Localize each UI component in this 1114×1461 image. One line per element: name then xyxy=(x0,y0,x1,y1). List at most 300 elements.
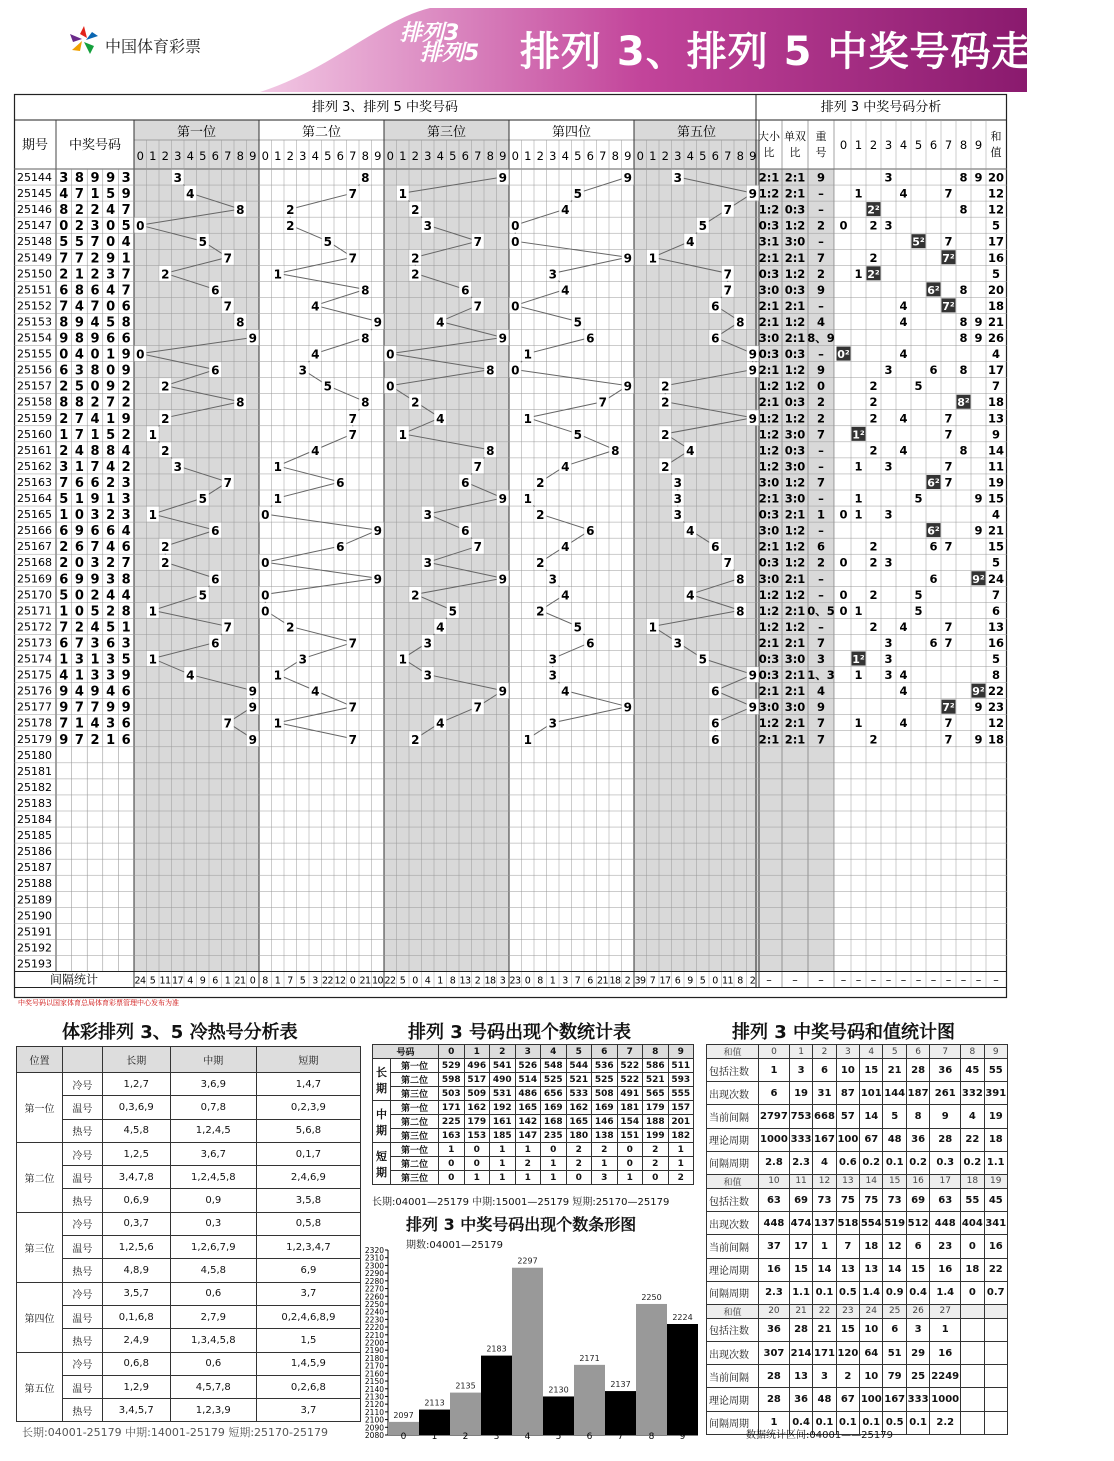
num-count-cell: 533 xyxy=(566,1087,592,1101)
sum-stats-head: 2 xyxy=(813,1045,836,1059)
trend-mark: 2 xyxy=(161,379,170,394)
win-digit: 3 xyxy=(90,668,100,684)
win-digit: 0 xyxy=(59,219,69,235)
sum-value: 5 xyxy=(991,652,1001,666)
trend-mark: 5 xyxy=(323,235,332,250)
sum-value: 21 xyxy=(987,314,1005,329)
win-digit: 0 xyxy=(90,347,100,363)
trend-mark: 5 xyxy=(573,315,582,330)
sum-stats-cell: 13 xyxy=(860,1258,883,1281)
analysis-digit-head: 8 xyxy=(959,138,968,152)
sum-stats-cell: 0.7 xyxy=(984,1281,1007,1304)
digit-mark: 7 xyxy=(944,539,953,554)
analysis-digit-head: 3 xyxy=(884,138,893,152)
trend-mark: 1 xyxy=(398,652,407,667)
sum-value: 7 xyxy=(991,379,1001,394)
win-digit: 0 xyxy=(59,347,69,363)
interval-value: 3 xyxy=(562,975,569,987)
trend-mark: 4 xyxy=(561,540,570,555)
digit-mark: 3 xyxy=(884,507,893,522)
sum-stats-cell: 404 xyxy=(961,1212,984,1235)
interval-value: 3 xyxy=(312,975,319,987)
issue-number: 25155 xyxy=(17,347,52,361)
trend-mark: 4 xyxy=(686,235,695,250)
win-digit: 1 xyxy=(74,459,84,475)
win-digit: 8 xyxy=(59,203,69,219)
analysis-head: 大小 xyxy=(758,130,780,143)
digit-mark: 4 xyxy=(899,716,908,731)
pair-mark: 6² xyxy=(927,283,940,297)
digit-mark: 2 xyxy=(869,587,878,602)
position-label: 第五位 xyxy=(676,125,717,140)
sum-stats-cell xyxy=(984,1411,1007,1434)
num-count-cell: 1 xyxy=(490,1157,516,1171)
win-digit: 2 xyxy=(106,604,116,620)
trend-mark: 9 xyxy=(498,492,507,507)
issue-number: 25190 xyxy=(17,909,52,923)
win-digit: 9 xyxy=(90,331,100,347)
y-tick-label: 2270 xyxy=(364,1284,384,1294)
odd-even-ratio: 0:3 xyxy=(784,347,806,362)
digit-head: 0 xyxy=(261,149,269,163)
left-title: 排列 3、排列 5 中奖号码 xyxy=(312,100,458,115)
issue-number: 25162 xyxy=(17,459,52,473)
interval-value: 4 xyxy=(187,975,194,987)
odd-even-ratio: 2:1 xyxy=(784,635,806,650)
cold-hot-cell: 3,5,7 xyxy=(102,1282,170,1305)
bar-chart xyxy=(360,1245,700,1440)
sum-stats-cell: 48 xyxy=(883,1128,906,1151)
trend-mark: 8 xyxy=(361,331,370,346)
sum-stats-cell: 307 xyxy=(759,1342,790,1365)
bar-value-label: 2297 xyxy=(517,1256,538,1266)
trend-mark: 5 xyxy=(198,588,207,603)
notice-text: 中奖号码以国家体育总局体育彩票管理中心发布为准 xyxy=(18,999,179,1007)
sum-stats-cell: 14 xyxy=(883,1258,906,1281)
interval-value: 3 xyxy=(499,975,506,987)
num-count-cell: 541 xyxy=(490,1059,516,1073)
win-digit: 7 xyxy=(74,700,84,716)
trend-mark: 2 xyxy=(661,395,670,410)
win-digit: 5 xyxy=(59,588,69,604)
analysis-head: 重 xyxy=(815,130,827,143)
win-digit: 7 xyxy=(90,700,100,716)
sum-stats-cell: 出现次数 xyxy=(707,1212,759,1235)
sum-value: 4 xyxy=(991,507,1001,522)
size-ratio: 1:2 xyxy=(758,619,780,634)
sum-stats-cell: 5 xyxy=(883,1105,906,1128)
sum-stats-cell: 2797 xyxy=(759,1105,790,1128)
num-count-cell: 1 xyxy=(515,1171,541,1185)
repeat-number: 6 xyxy=(816,539,826,554)
trend-mark: 6 xyxy=(586,636,595,651)
interval-value: 7 xyxy=(287,975,294,987)
digit-mark: 0 xyxy=(839,218,848,233)
win-digit: 7 xyxy=(90,235,100,251)
win-digit: 4 xyxy=(90,620,100,636)
num-count-cell: 153 xyxy=(464,1129,490,1143)
repeat-number: 0、5 xyxy=(807,603,835,618)
win-digit: 4 xyxy=(121,524,131,540)
repeat-number: 2 xyxy=(816,411,826,426)
trend-mark: 2 xyxy=(286,620,295,635)
num-count-cell: 168 xyxy=(541,1115,567,1129)
cold-hot-cell: 0,6,9 xyxy=(102,1189,170,1212)
sum-stats-cell xyxy=(961,1342,984,1365)
win-digit: 2 xyxy=(90,267,100,283)
digit-head: 7 xyxy=(474,149,482,163)
win-digit: 8 xyxy=(59,395,69,411)
issue-number: 25160 xyxy=(17,427,52,441)
num-count-cell: 第一位 xyxy=(391,1143,439,1157)
digit-mark: 7 xyxy=(944,475,953,490)
sum-stats-cell xyxy=(984,1388,1007,1411)
analysis-digit-head: 2 xyxy=(869,138,878,152)
odd-even-ratio: 1:2 xyxy=(784,539,806,554)
trend-mark: 7 xyxy=(348,732,357,747)
interval-value: 0 xyxy=(349,975,356,987)
win-digit: 2 xyxy=(59,540,69,556)
sum-stats-cell: 当前间隔 xyxy=(707,1365,759,1388)
num-count-digit: 8 xyxy=(643,1045,669,1059)
win-digit: 9 xyxy=(74,315,84,331)
trend-mark: 6 xyxy=(711,732,720,747)
digit-mark: 8 xyxy=(959,363,968,378)
sum-stats-cell: 45 xyxy=(984,1188,1007,1211)
win-digit: 6 xyxy=(106,331,116,347)
interval-value: 21 xyxy=(597,975,609,987)
sum-stats-cell: 55 xyxy=(961,1188,984,1211)
sum-stats-cell: 2.8 xyxy=(759,1151,790,1174)
odd-even-ratio: 1:2 xyxy=(784,523,806,538)
num-count-cell: 199 xyxy=(643,1129,669,1143)
trend-mark: 4 xyxy=(186,668,195,683)
digit-head: 1 xyxy=(149,149,157,163)
win-digit: 5 xyxy=(90,604,100,620)
num-count-cell: 192 xyxy=(490,1101,516,1115)
digit-mark: 8 xyxy=(959,443,968,458)
sum-stats-cell: 14 xyxy=(813,1258,836,1281)
win-digit: 6 xyxy=(90,524,100,540)
issue-number: 25163 xyxy=(17,475,52,489)
digit-mark: 7 xyxy=(944,732,953,747)
win-digit: 8 xyxy=(74,171,84,187)
digit-head: 5 xyxy=(574,149,582,163)
win-digit: 2 xyxy=(74,620,84,636)
win-digit: 9 xyxy=(90,572,100,588)
sum-stats-cell: 16 xyxy=(759,1258,790,1281)
win-digit: 0 xyxy=(74,556,84,572)
win-digit: 5 xyxy=(121,652,131,668)
num-count-cell: 0 xyxy=(464,1143,490,1157)
odd-even-ratio: 2:1 xyxy=(784,186,806,201)
num-count-cell: 第二位 xyxy=(391,1157,439,1171)
digit-mark: 4 xyxy=(899,411,908,426)
sum-stats-cell: 37 xyxy=(759,1235,790,1258)
sum-stats-head: 15 xyxy=(883,1174,906,1188)
num-count-cell: 1 xyxy=(541,1171,567,1185)
win-digit: 2 xyxy=(90,251,100,267)
win-digit: 5 xyxy=(106,315,116,331)
issue-number: 25159 xyxy=(17,411,52,425)
win-digit: 2 xyxy=(121,395,131,411)
win-digit: 3 xyxy=(121,636,131,652)
issue-number: 25187 xyxy=(17,861,52,875)
trend-mark: 2 xyxy=(661,379,670,394)
digit-head: 5 xyxy=(199,149,207,163)
size-ratio: 2:1 xyxy=(758,539,780,554)
num-count-cell: 514 xyxy=(515,1073,541,1087)
win-digit: 1 xyxy=(90,187,100,203)
win-digit: 3 xyxy=(90,636,100,652)
digit-mark: 6 xyxy=(929,539,938,554)
num-count-cell: 565 xyxy=(643,1087,669,1101)
win-digit: 1 xyxy=(59,427,69,443)
repeat-number: – xyxy=(818,347,824,362)
num-count-cell: 1 xyxy=(464,1171,490,1185)
win-digit: 0 xyxy=(74,604,84,620)
digit-head: 2 xyxy=(661,149,669,163)
sum-value: 26 xyxy=(987,331,1005,345)
trend-mark: 6 xyxy=(711,299,720,314)
sum-stats-cell: 2.2 xyxy=(930,1411,961,1434)
trend-mark: 1 xyxy=(398,187,407,202)
issue-number: 25161 xyxy=(17,443,52,457)
trend-mark: 3 xyxy=(673,475,682,490)
sum-stats-head: 24 xyxy=(860,1304,883,1318)
win-digit: 9 xyxy=(90,684,100,700)
num-count-cell: 146 xyxy=(592,1115,618,1129)
win-digit: 1 xyxy=(106,732,116,748)
sum-value: 5 xyxy=(991,555,1001,570)
num-count-cell: 182 xyxy=(668,1129,694,1143)
win-digit: 4 xyxy=(121,588,131,604)
sum-stats-cell: 1.1 xyxy=(789,1281,812,1304)
sum-stats-cell: 0.1 xyxy=(860,1411,883,1434)
num-count-cell: 1 xyxy=(515,1143,541,1157)
trend-mark: 4 xyxy=(436,315,445,330)
size-ratio: 1:2 xyxy=(758,186,780,201)
win-digit: 6 xyxy=(121,299,131,315)
win-digit: 0 xyxy=(106,235,116,251)
sum-stats-cell: 69 xyxy=(906,1188,929,1211)
num-count-cell: 531 xyxy=(490,1087,516,1101)
y-tick-label: 2250 xyxy=(364,1299,384,1309)
trend-mark: 2 xyxy=(536,475,545,490)
num-count-cell: 1 xyxy=(490,1143,516,1157)
win-digit: 7 xyxy=(90,299,100,315)
win-digit: 8 xyxy=(90,363,100,379)
trend-mark: 7 xyxy=(473,459,482,474)
sub-logo xyxy=(400,21,480,66)
digit-mark: 2 xyxy=(869,395,878,410)
odd-even-ratio: 3:0 xyxy=(784,234,806,249)
sum-stats-cell: 167 xyxy=(883,1388,906,1411)
analysis-head: 比 xyxy=(789,146,801,159)
cold-hot-footer: 长期:04001-25179 中期:14001-25179 短期:25170-25179 xyxy=(22,1426,328,1439)
size-ratio: 3:0 xyxy=(758,571,780,586)
sum-stats-cell: 333 xyxy=(789,1128,812,1151)
win-digit: 2 xyxy=(90,203,100,219)
sum-stats-cell: 73 xyxy=(883,1188,906,1211)
trend-mark: 6 xyxy=(211,572,220,587)
num-count-digit: 7 xyxy=(617,1045,643,1059)
win-digit: 7 xyxy=(106,395,116,411)
analysis-digit-head: 1 xyxy=(854,138,863,152)
trend-mark: 2 xyxy=(161,443,170,458)
win-digit: 1 xyxy=(74,492,84,508)
sum-stats-cell xyxy=(984,1365,1007,1388)
sum-stats-cell: 55 xyxy=(984,1059,1007,1082)
trend-mark: 1 xyxy=(523,732,532,747)
win-digit: 3 xyxy=(74,652,84,668)
repeat-number: – xyxy=(818,459,824,474)
win-digit: 3 xyxy=(106,668,116,684)
interval-value: 21 xyxy=(234,975,246,987)
cold-hot-cell: 0,3,7 xyxy=(102,1212,170,1235)
num-count-cell: 161 xyxy=(490,1115,516,1129)
trend-mark: 5 xyxy=(323,379,332,394)
analysis-digit-head: 5 xyxy=(914,138,923,152)
trend-mark: 8 xyxy=(236,395,245,410)
win-digit: 9 xyxy=(74,572,84,588)
odd-even-ratio: 0:3 xyxy=(784,443,806,458)
cold-hot-cell: 冷号 xyxy=(63,1142,103,1165)
trend-mark: 3 xyxy=(548,668,557,683)
bar-value-label: 2250 xyxy=(641,1292,662,1302)
num-count-cell: 1 xyxy=(668,1157,694,1171)
sum-stats-cell: 1.1 xyxy=(984,1151,1007,1174)
size-ratio: 1:2 xyxy=(758,379,780,394)
cold-hot-position: 第三位 xyxy=(17,1212,63,1282)
win-digit: 7 xyxy=(74,187,84,203)
interval-value: 6 xyxy=(212,975,219,987)
issue-number: 25172 xyxy=(17,620,52,634)
issue-number: 25191 xyxy=(17,925,52,939)
win-digit: 6 xyxy=(106,524,116,540)
win-digit: 2 xyxy=(74,203,84,219)
cold-hot-cell: 1,2,4,5,8 xyxy=(170,1166,256,1189)
trend-mark: 2 xyxy=(536,556,545,571)
win-digit: 7 xyxy=(59,299,69,315)
trend-mark: 7 xyxy=(223,716,232,731)
brand-name: 中国体育彩票 xyxy=(105,37,202,56)
position-label: 第三位 xyxy=(426,125,467,140)
bar xyxy=(574,1365,605,1435)
digit-head: 4 xyxy=(311,149,319,163)
digit-mark: 3 xyxy=(884,635,893,650)
repeat-number: 7 xyxy=(816,427,826,442)
sum-stats-cell: 6 xyxy=(883,1318,906,1341)
trend-chart xyxy=(14,94,1008,998)
issue-number: 25175 xyxy=(17,668,52,682)
cold-hot-cell: 热号 xyxy=(63,1259,103,1282)
interval-dash: – xyxy=(885,973,892,987)
issue-number: 25180 xyxy=(17,748,52,762)
repeat-number: 2 xyxy=(816,555,826,570)
repeat-number: – xyxy=(818,619,824,634)
win-digit: 7 xyxy=(59,716,69,732)
num-count-cell: 157 xyxy=(668,1101,694,1115)
digit-head: 1 xyxy=(649,149,657,163)
sum-value: 18 xyxy=(987,732,1005,747)
pair-mark: 1² xyxy=(852,428,865,442)
sum-stats-cell: 包括注数 xyxy=(707,1059,759,1082)
win-digit: 2 xyxy=(59,379,69,395)
odd-even-ratio: 1:2 xyxy=(784,314,806,329)
cold-hot-cell: 3,6,9 xyxy=(170,1073,256,1096)
repeat-number: – xyxy=(818,186,824,201)
win-digit: 5 xyxy=(121,219,131,235)
cold-hot-cell: 1,2,3,9 xyxy=(170,1399,256,1422)
repeat-number: 2 xyxy=(816,218,826,233)
analysis-head: 值 xyxy=(990,146,1002,159)
sum-stats-cell: 当前间隔 xyxy=(707,1105,759,1128)
y-tick-label: 2090 xyxy=(364,1423,384,1433)
win-digit: 7 xyxy=(59,620,69,636)
repeat-number: 1、3 xyxy=(807,668,835,683)
issue-number: 25156 xyxy=(17,363,52,377)
win-digit: 1 xyxy=(74,668,84,684)
bar xyxy=(605,1391,636,1435)
interval-value: 7 xyxy=(649,975,656,987)
digit-head: 5 xyxy=(699,149,707,163)
win-digit: 6 xyxy=(59,283,69,299)
trend-mark: 0 xyxy=(511,363,520,378)
num-count-cell: 509 xyxy=(464,1087,490,1101)
num-count-cell: 171 xyxy=(439,1101,465,1115)
digit-mark: 4 xyxy=(899,668,908,683)
trend-mark: 4 xyxy=(311,299,320,314)
win-digit: 6 xyxy=(59,524,69,540)
sum-stats-cell: 1 xyxy=(759,1411,790,1434)
trend-mark: 3 xyxy=(298,652,307,667)
interval-value: 0 xyxy=(249,975,256,987)
cold-hot-cell: 0,2,4,6,8,9 xyxy=(256,1305,360,1328)
trend-mark: 2 xyxy=(161,556,170,571)
bar-value-label: 2224 xyxy=(672,1313,693,1322)
interval-value: 11 xyxy=(159,975,171,987)
sum-stats-cell: 6 xyxy=(813,1059,836,1082)
trend-mark: 9 xyxy=(623,700,632,715)
trend-mark: 6 xyxy=(211,524,220,539)
win-digit: 9 xyxy=(106,251,116,267)
digit-head: 2 xyxy=(536,149,544,163)
page-title: 排列 3、排列 5 中奖号码走势图 xyxy=(520,29,1114,75)
sum-stats-head: 4 xyxy=(860,1045,883,1059)
num-count-cell: 522 xyxy=(617,1059,643,1073)
issue-number: 25153 xyxy=(17,315,52,329)
trend-mark: 4 xyxy=(561,588,570,603)
num-count-cell: 1 xyxy=(439,1143,465,1157)
win-digit: 6 xyxy=(121,716,131,732)
size-ratio: 0:3 xyxy=(758,266,780,281)
interval-value: 0 xyxy=(712,975,719,987)
cold-hot-cell: 温号 xyxy=(63,1375,103,1398)
sum-stats-cell: 13 xyxy=(836,1258,859,1281)
num-count-cell: 521 xyxy=(643,1073,669,1087)
sum-stats-cell: 当前间隔 xyxy=(707,1235,759,1258)
size-ratio: 2:1 xyxy=(758,635,780,650)
trend-mark: 2 xyxy=(161,411,170,426)
size-ratio: 1:2 xyxy=(758,459,780,474)
num-count-cell: 169 xyxy=(541,1101,567,1115)
odd-even-ratio: 2:1 xyxy=(784,170,806,185)
size-ratio: 2:1 xyxy=(758,250,780,265)
num-count-cell: 521 xyxy=(566,1073,592,1087)
digit-mark: 8 xyxy=(959,202,968,217)
trend-mark: 1 xyxy=(273,716,282,731)
